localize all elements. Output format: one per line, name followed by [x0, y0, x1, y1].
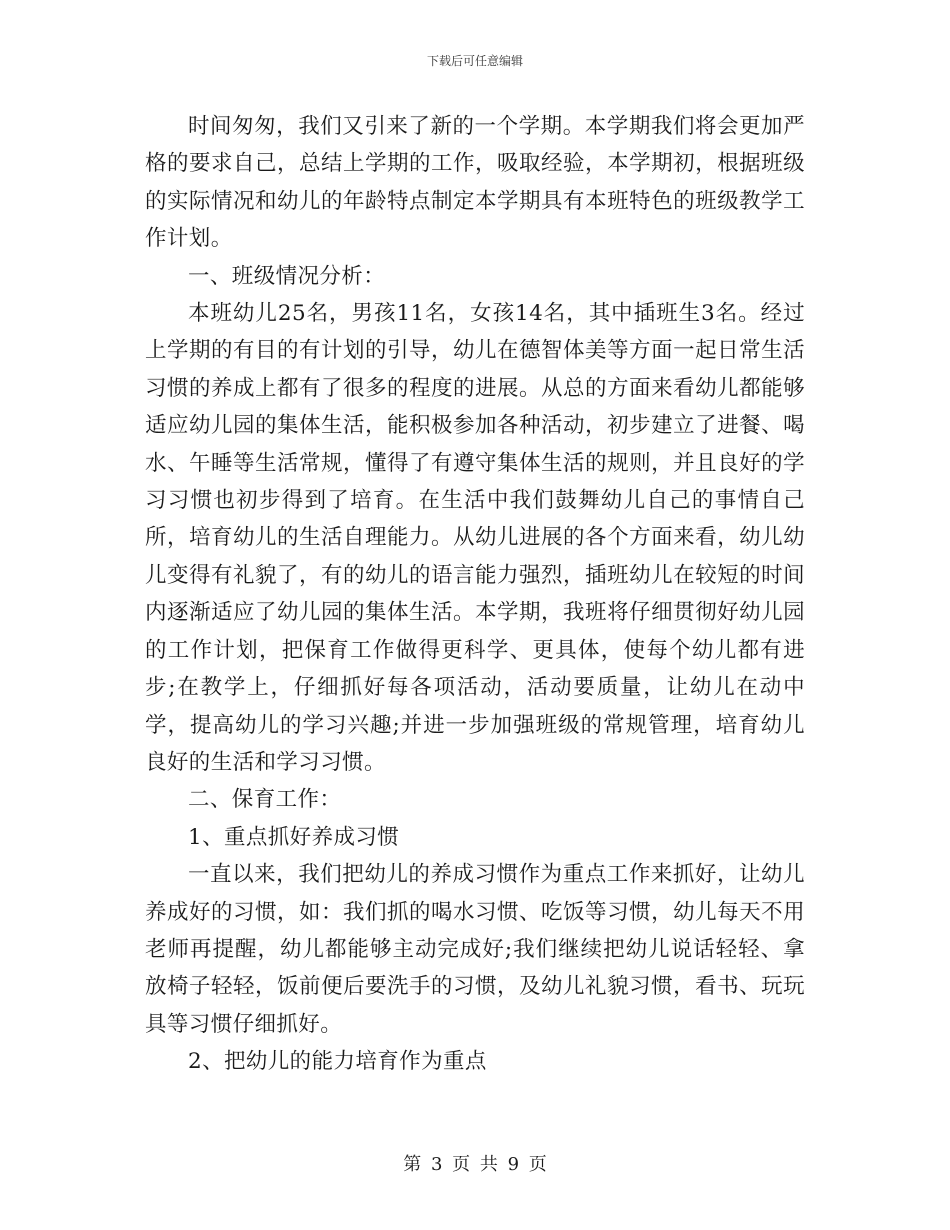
class-analysis-paragraph: 本班幼儿25名，男孩11名，女孩14名，其中插班生3名。经过上学期的有目的有计划的引导，幼儿在德智体美等方面一起日常生活习惯的养成上都有了很多的程度的进展。从总的方面来看幼儿都能够适应幼儿园的集体生活，能积极参加各种活动，初步建立了进餐、喝水、午睡等生活常规，懂得了有遵守集体生活的规则，并且良好的学习习惯也初步得到了培育。在生活中我们鼓舞幼儿自己的事情自己所，培育幼儿的生活自理能力。从幼儿进展的各个方面来看，幼儿幼儿变得有礼貌了，有的幼儿的语言能力强烈，插班幼儿在较短的时间内逐渐适应了幼儿园的集体生活。本学期，我班将仔细贯彻好幼儿园的工作计划，把保育工作做得更科学、更具体，使每个幼儿都有进步;在教学上，仔细抓好每各项活动，活动要质量，让幼儿在动中学，提高幼儿的学习兴趣;并进一步加强班级的常规管理，培育幼儿良好的生活和学习习惯。	[145, 301, 805, 775]
document-body	[145, 108, 805, 1081]
subheading-habits: 1、重点抓好养成习惯	[188, 824, 400, 850]
intro-paragraph: 时间匆匆，我们又引来了新的一个学期。本学期我们将会更加严格的要求自己，总结上学期的工作，吸取经验，本学期初，根据班级的实际情况和幼儿的年龄特点制定本学期具有本班特色的班级教学工作计划。	[145, 114, 805, 252]
section-heading-care-work: 二、保育工作：	[188, 787, 342, 813]
habits-paragraph: 一直以来，我们把幼儿的养成习惯作为重点工作来抓好，让幼儿养成好的习惯，如：我们抓的喝水习惯、吃饭等习惯，幼儿每天不用老师再提醒，幼儿都能够主动完成好;我们继续把幼儿说话轻轻、拿放椅子轻轻，饭前便后要洗手的习惯，及幼儿礼貌习惯，看书、玩玩具等习惯仔细抓好。	[145, 862, 805, 1037]
subheading-abilities: 2、把幼儿的能力培育作为重点	[188, 1049, 487, 1075]
page-number: 第 3 页 共 9 页	[403, 1154, 547, 1175]
section-heading-class-analysis: 一、班级情况分析：	[188, 263, 386, 289]
page-header: 下载后可任意编辑	[426, 54, 523, 68]
